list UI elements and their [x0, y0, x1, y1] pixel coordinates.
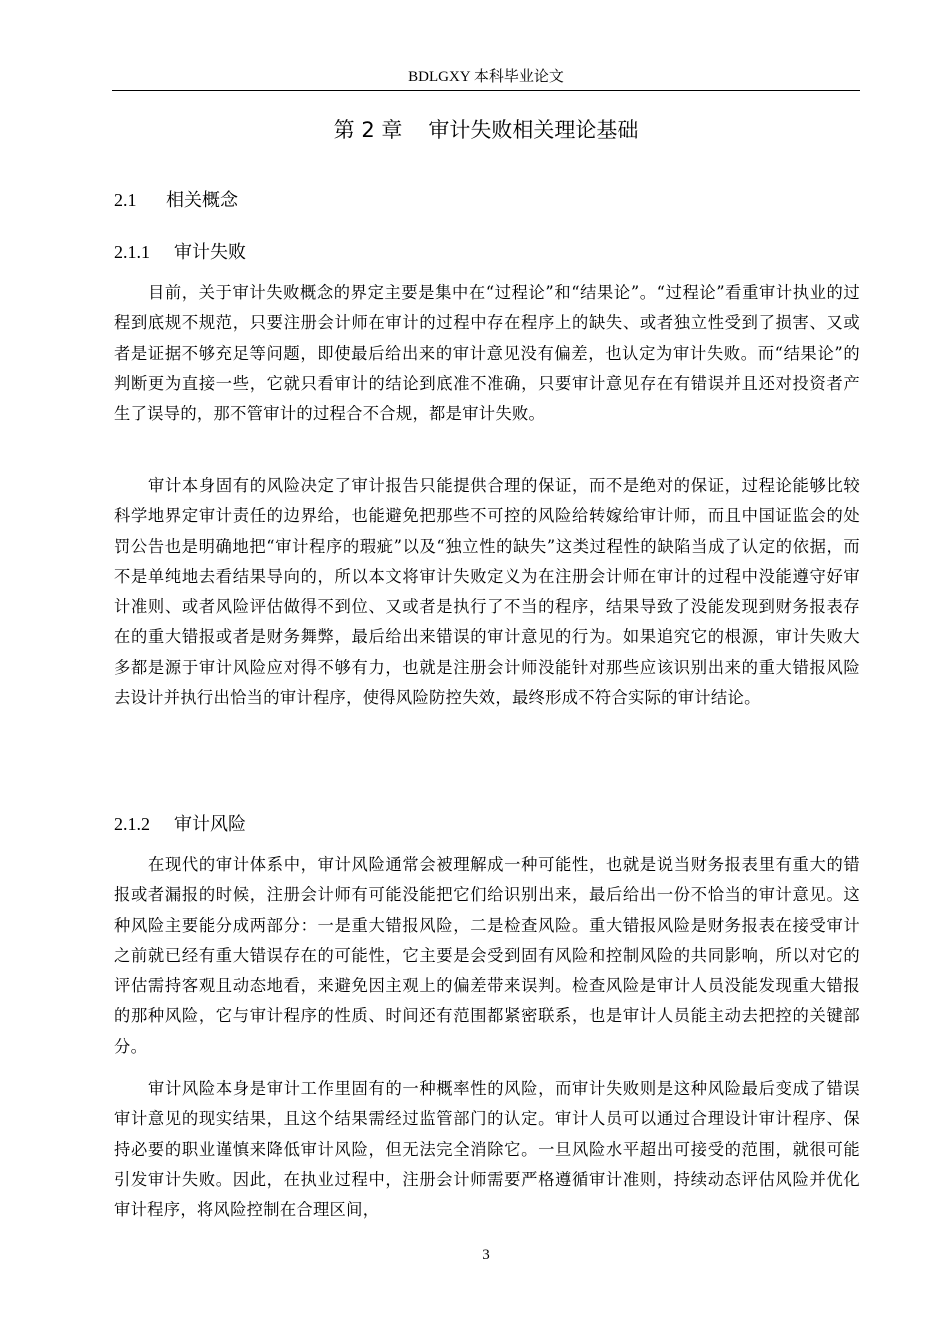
chapter-heading-text: 审计失败相关理论基础 [428, 118, 639, 142]
subsection-title: 审计失败 [174, 242, 246, 263]
body-paragraph: 目前，关于审计失败概念的界定主要是集中在“过程论”和“结果论”。“过程论”看重审计执业的过程到底规不规范，只要注册会计师在审计的过程中存在程序上的缺失、或者独立性受到了损害、又或者是证据不够充足等问题，即使最后给出来的审计意见没有偏差，也认定为审计失败。而“结果论”的判断更为直接一些，它就只看审计的结论到底准不准确，只要审计意见存在有错误并且还对投资者产生了误导的，那不管审计的过程合不合规，都是审计失败。 [114, 283, 860, 423]
subsection-heading-2-1-1 [114, 238, 246, 267]
body-paragraph: 审计本身固有的风险决定了审计报告只能提供合理的保证，而不是绝对的保证，过程论能够比较科学地界定审计责任的边界给，也能避免把那些不可控的风险给转嫁给审计师，而且中国证监会的处罚公告也是明确地把“审计程序的瑕疵”以及“独立性的缺失”这类过程性的缺陷当成了认定的依据，而不是单纯地去看结果导向的，所以本文将审计失败定义为在注册会计师在审计的过程中没能遵守好审计准则、或者风险评估做得不到位、又或者是执行了不当的程序，结果导致了没能发现到财务报表存在的重大错报或者是财务舞弊，最后给出来错误的审计意见的行为。如果追究它的根源，审计失败大多都是源于审计风险应对得不够有力，也就是注册会计师没能针对那些应该识别出来的重大错报风险去设计并执行出恰当的审计程序，使得风险防控失效，最终形成不符合实际的审计结论。 [114, 476, 860, 707]
subsection-title: 审计风险 [174, 814, 246, 835]
chapter-number: 第 2 章 [333, 118, 403, 142]
section-title: 相关概念 [166, 190, 238, 211]
section-number: 2.1 [114, 190, 137, 210]
subsection-number: 2.1.1 [114, 242, 150, 262]
section-heading-2-1 [114, 186, 238, 215]
subsection-number: 2.1.2 [114, 814, 150, 834]
body-paragraph: 审计风险本身是审计工作里固有的一种概率性的风险，而审计失败则是这种风险最后变成了错误审计意见的现实结果，且这个结果需经过监管部门的认定。审计人员可以通过合理设计审计程序、保持必要的职业谨慎来降低审计风险，但无法完全消除它。一旦风险水平超出可接受的范围，就很可能引发审计失败。因此，在执业过程中，注册会计师需要严格遵循审计准则，持续动态评估风险并优化审计程序，将风险控制在合理区间， [114, 1079, 860, 1219]
header-divider [112, 90, 860, 91]
page-number: 3 [482, 1247, 490, 1263]
chapter-title [112, 114, 860, 146]
subsection-heading-2-1-2 [114, 810, 246, 839]
running-header: BDLGXY 本科毕业论文 [408, 69, 564, 85]
body-paragraph: 在现代的审计体系中，审计风险通常会被理解成一种可能性，也就是说当财务报表里有重大的错报或者漏报的时候，注册会计师有可能没能把它们给识别出来，最后给出一份不恰当的审计意见。这种风险主要能分成两部分：一是重大错报风险，二是检查风险。重大错报风险是财务报表在接受审计之前就已经有重大错误存在的可能性，它主要是会受到固有风险和控制风险的共同影响，所以对它的评估需持客观且动态地看，来避免因主观上的偏差带来误判。检查风险是审计人员没能发现重大错报的那种风险，它与审计程序的性质、时间还有范围都紧密联系，也是审计人员能主动去把控的关键部分。 [114, 855, 860, 1056]
